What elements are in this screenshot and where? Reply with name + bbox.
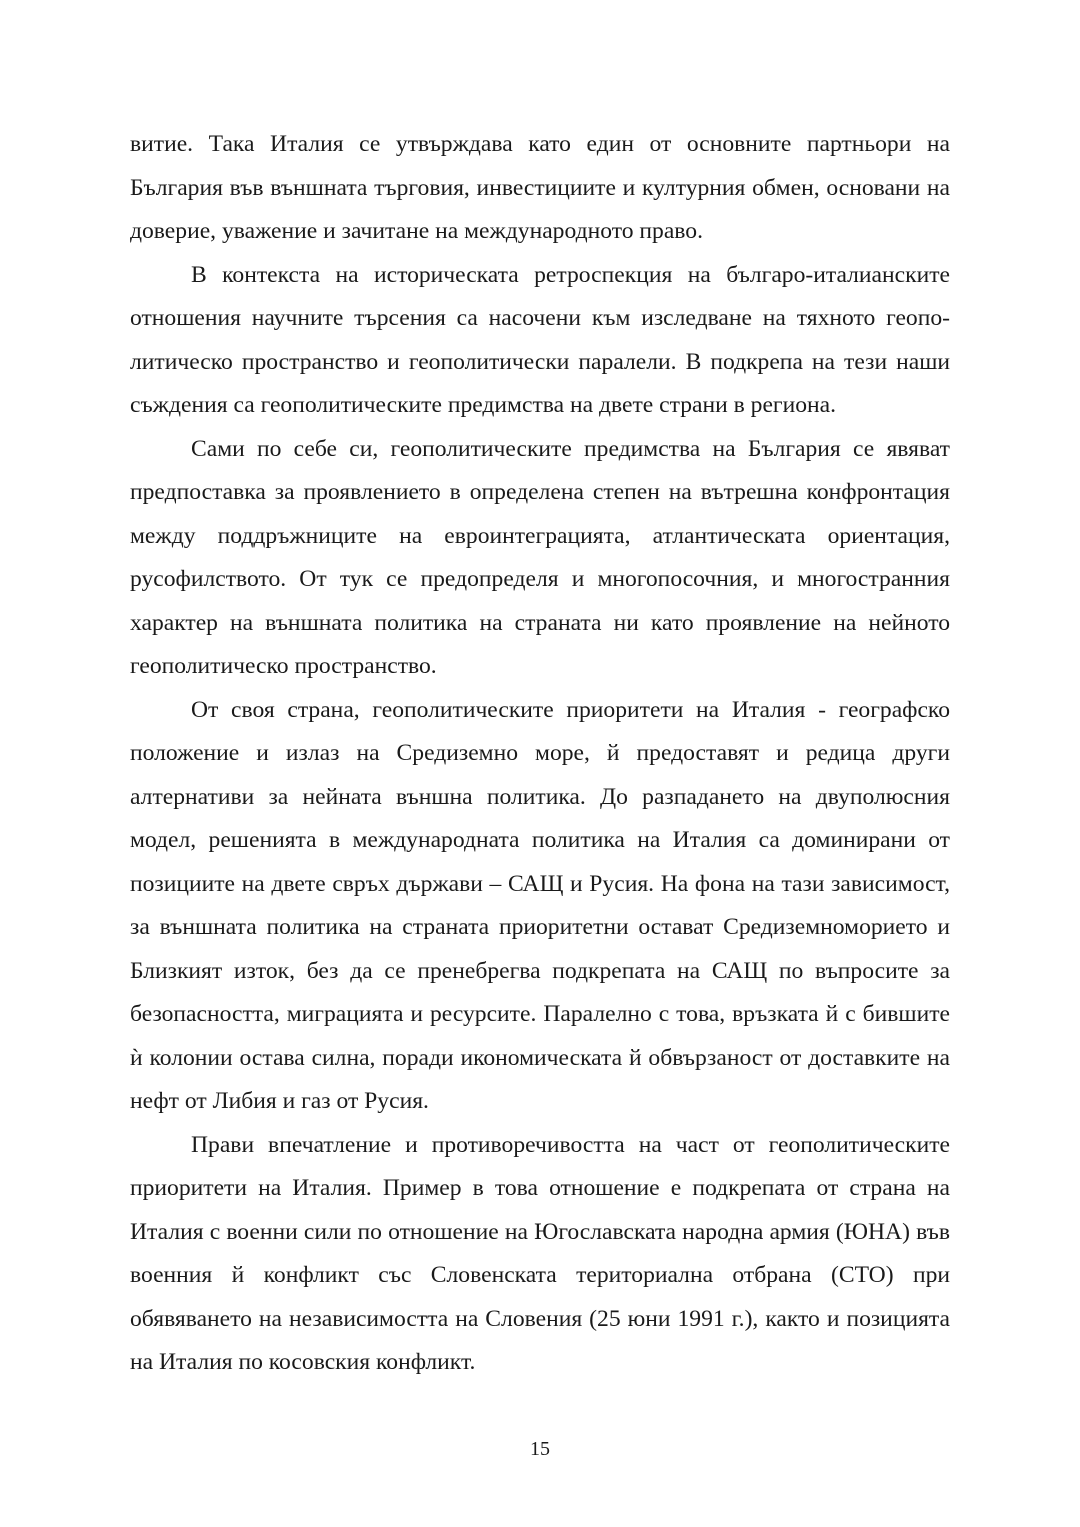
paragraph-italy-geopolitics: От своя страна, геополитическите приоритети на Италия - географско положение и излаз на Средиземно море, й предоставят и редица други алтернативи за нейната външна политика. До разпадането на двуполюсния модел, решенията в международната политика на Италия са доминирани от позициите на двете свръх държави – САЩ и Русия. На фона на тази зависимост, за външната политика на страната приоритетни остават Средиземноморието и Близкият изток, без да се пренебрегва подкрепата на САЩ по въпросите за безопасността, миграцията и ресурсите. Паралелно с това, връзката й с бившите ѝ колонии остава силна, поради икономическата й обвързаност от доставките на нефт от Либия и газ от Русия. bbox=[130, 696, 950, 1114]
page-number: 15 bbox=[530, 1438, 550, 1460]
body-text bbox=[130, 123, 950, 1385]
paragraph-italy-contradictions: Прави впечатление и противоречивостта на част от геополитическите приоритети на Италия. Пример в това отношение е подкрепата от страна на Италия с военни сили по отношение на Югославската народна армия (ЮНА) във военния й конфликт със Словенската териториална отбрана (СТО) при обявяването на независимостта на Словения (25 юни 1991 г.), както и позицията на Италия по косовския конфликт. bbox=[130, 1131, 950, 1375]
paragraph-historical-retrospection: В контекста на историческата ретроспекция на българо-италианските отношения научните търсения са насочени към изследване на тяхното геополитическо пространство и геополитически паралели. В подкрепа на тези наши съждения са геополитическите предимства на двете страни в региона. bbox=[130, 261, 950, 418]
paragraph-continuation: витие. Така Италия се утвърждава като един от основните партньори на България във външната търговия, инвестициите и културния обмен, основани на доверие, уважение и зачитане на международното право. bbox=[130, 131, 950, 244]
paragraph-bulgaria-geopolitics: Сами по себе си, геополитическите предимства на България се явяват предпоставка за проявлението в определена степен на вътрешна конфронтация между поддръжниците на евроинтеграцията, атлантическата ориентация, русофилството. От тук се предопределя и многопосочния, и многостранния характер на външната политика на страната ни като проявление на нейното геополитическо пространство. bbox=[130, 435, 950, 679]
